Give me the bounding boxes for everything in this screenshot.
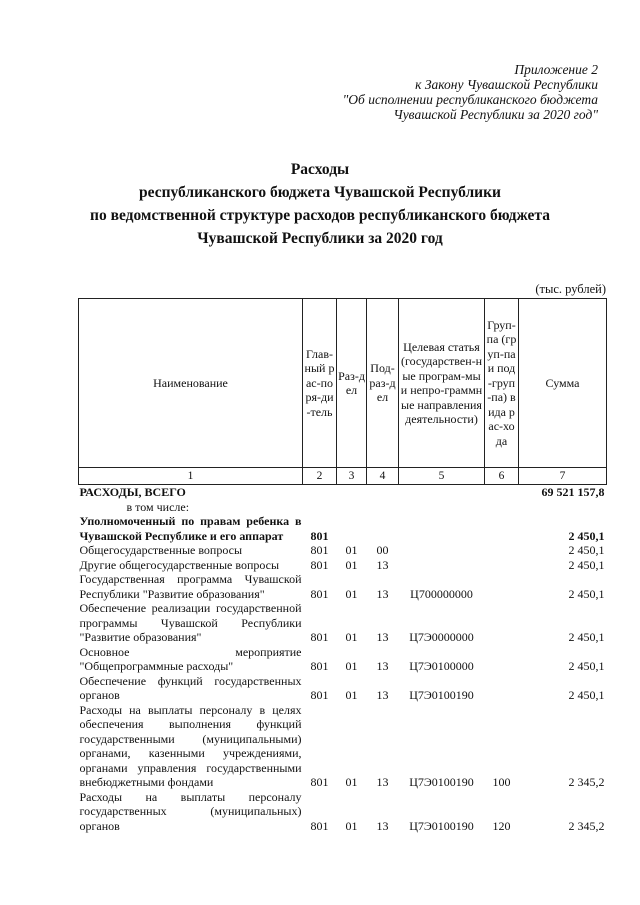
row-name: Основное мероприятие "Общепрограммные расходы"	[79, 644, 302, 673]
table-row	[79, 645, 607, 674]
row-csr: Ц7Э0100190	[409, 818, 474, 833]
row-sum: 2 450,1	[568, 630, 605, 644]
table-row	[79, 572, 607, 601]
row-csr	[399, 514, 485, 543]
table-row	[79, 543, 607, 558]
row-vr	[485, 558, 519, 573]
table-body	[79, 514, 607, 833]
row-vr: 120	[492, 818, 511, 833]
row-glava: 801	[310, 659, 329, 673]
row-sum: 2 450,1	[568, 586, 605, 601]
row-glava: 801	[310, 818, 329, 833]
row-glava: 801	[310, 543, 329, 557]
including-label: в том числе:	[126, 499, 190, 514]
row-vr	[485, 645, 519, 674]
title-line: по ведомственной структуре расходов республиканского бюджета	[90, 207, 550, 224]
row-csr	[399, 558, 485, 573]
row-podrazdel: 13	[376, 775, 389, 789]
table-row	[79, 558, 607, 573]
row-podrazdel: 13	[376, 630, 389, 644]
row-glava: 801	[310, 775, 329, 789]
row-podrazdel: 13	[376, 557, 389, 572]
row-csr: Ц7Э0100000	[409, 659, 474, 673]
table-header-row	[79, 299, 607, 468]
row-razdel: 01	[345, 630, 358, 644]
row-podrazdel: 13	[376, 688, 389, 702]
header-podrazdel: Под-раз-дел	[367, 299, 399, 468]
title-line: Чувашской Республики за 2020 год	[197, 230, 443, 247]
table-row	[79, 790, 607, 834]
column-number: 5	[399, 468, 485, 485]
row-razdel: 01	[345, 586, 358, 601]
header-csr: Целевая статья (государствен-ные програм-мы и непро-граммные направления деятельности)	[399, 299, 485, 468]
row-sum: 2 450,1	[568, 659, 605, 673]
row-razdel: 01	[345, 818, 358, 833]
column-number: 1	[79, 468, 303, 485]
table-row	[79, 514, 607, 543]
row-podrazdel: 00	[376, 543, 389, 557]
appendix-line: "Об исполнении республиканского бюджета	[342, 92, 598, 107]
row-glava: 801	[310, 557, 329, 572]
row-name: Обеспечение функций государственных органов	[79, 673, 302, 702]
row-vr	[485, 543, 519, 558]
row-vr: 100	[492, 775, 511, 789]
row-name: Расходы на выплаты персоналу государственных (муниципальных) органов	[79, 789, 302, 833]
row-name: Обеспечение реализации государственной программы Чувашской Республики "Развитие образования"	[79, 601, 302, 644]
header-sum: Сумма	[519, 299, 607, 468]
table-row	[79, 601, 607, 645]
row-sum: 2 450,1	[568, 557, 605, 572]
title-line: Расходы	[290, 161, 350, 178]
row-sum: 2 450,1	[568, 543, 605, 557]
row-csr: Ц700000000	[410, 586, 473, 601]
row-csr	[399, 543, 485, 558]
row-razdel: 01	[345, 688, 358, 702]
row-razdel: 01	[345, 775, 358, 789]
column-number: 2	[303, 468, 337, 485]
appendix-line: к Закону Чувашской Республики	[415, 77, 598, 92]
total-sum: 69 521 157,8	[541, 485, 605, 499]
total-row	[79, 485, 607, 500]
appendix-line: Чувашской Республики за 2020 год"	[393, 107, 598, 122]
table-row	[79, 703, 607, 790]
row-csr: Ц7Э0000000	[409, 630, 474, 644]
row-sum: 2 450,1	[568, 528, 605, 543]
title-line: республиканского бюджета Чувашской Республики	[139, 184, 501, 201]
row-glava: 801	[310, 528, 329, 543]
row-vr	[485, 674, 519, 703]
row-glava: 801	[310, 630, 329, 644]
row-glava: 801	[310, 586, 329, 601]
column-number: 6	[485, 468, 519, 485]
document-title	[0, 158, 640, 250]
row-sum: 2 345,2	[568, 818, 605, 833]
units-note: (тыс. рублей)	[535, 282, 606, 296]
total-label: РАСХОДЫ, ВСЕГО	[79, 485, 186, 499]
row-podrazdel: 13	[376, 818, 389, 833]
row-razdel	[337, 514, 367, 543]
row-podrazdel	[367, 514, 399, 543]
row-razdel: 01	[345, 659, 358, 673]
row-vr	[485, 572, 519, 601]
row-name: Другие общегосударственные вопросы	[79, 557, 280, 572]
appendix-line: Приложение 2	[514, 62, 598, 77]
row-sum: 2 450,1	[568, 688, 605, 702]
appendix-note	[343, 62, 598, 122]
header-glava: Глав-ный рас-поря-ди-тель	[303, 299, 337, 468]
row-name: Расходы на выплаты персоналу в целях обеспечения выполнения функций государственными (муниципальными) органами, казенными учреждениями, органами управления государственными внебюджетными фондами	[79, 702, 302, 789]
row-name: Общегосударственные вопросы	[79, 543, 243, 557]
row-csr: Ц7Э0100190	[409, 775, 474, 789]
column-number: 3	[337, 468, 367, 485]
row-podrazdel: 13	[376, 586, 389, 601]
table-row	[79, 674, 607, 703]
including-row	[79, 500, 607, 515]
column-number-row	[79, 468, 607, 485]
row-name: Государственная программа Чувашской Республики "Развитие образования"	[79, 572, 302, 601]
row-glava: 801	[310, 688, 329, 702]
row-vr	[485, 601, 519, 645]
header-name: Наименование	[79, 299, 303, 468]
row-name: Уполномоченный по правам ребенка в Чувашской Республике и его аппарат	[79, 514, 302, 543]
column-number: 4	[367, 468, 399, 485]
header-vr: Груп-па (груп-па и под-груп-па) вида рас-хода	[485, 299, 519, 468]
row-razdel: 01	[345, 557, 358, 572]
header-razdel: Раз-дел	[337, 299, 367, 468]
row-razdel: 01	[345, 543, 358, 557]
row-csr: Ц7Э0100190	[409, 688, 474, 702]
expenditure-table	[78, 298, 607, 833]
column-number: 7	[519, 468, 607, 485]
row-sum: 2 345,2	[568, 775, 605, 789]
row-podrazdel: 13	[376, 659, 389, 673]
row-vr	[485, 514, 519, 543]
